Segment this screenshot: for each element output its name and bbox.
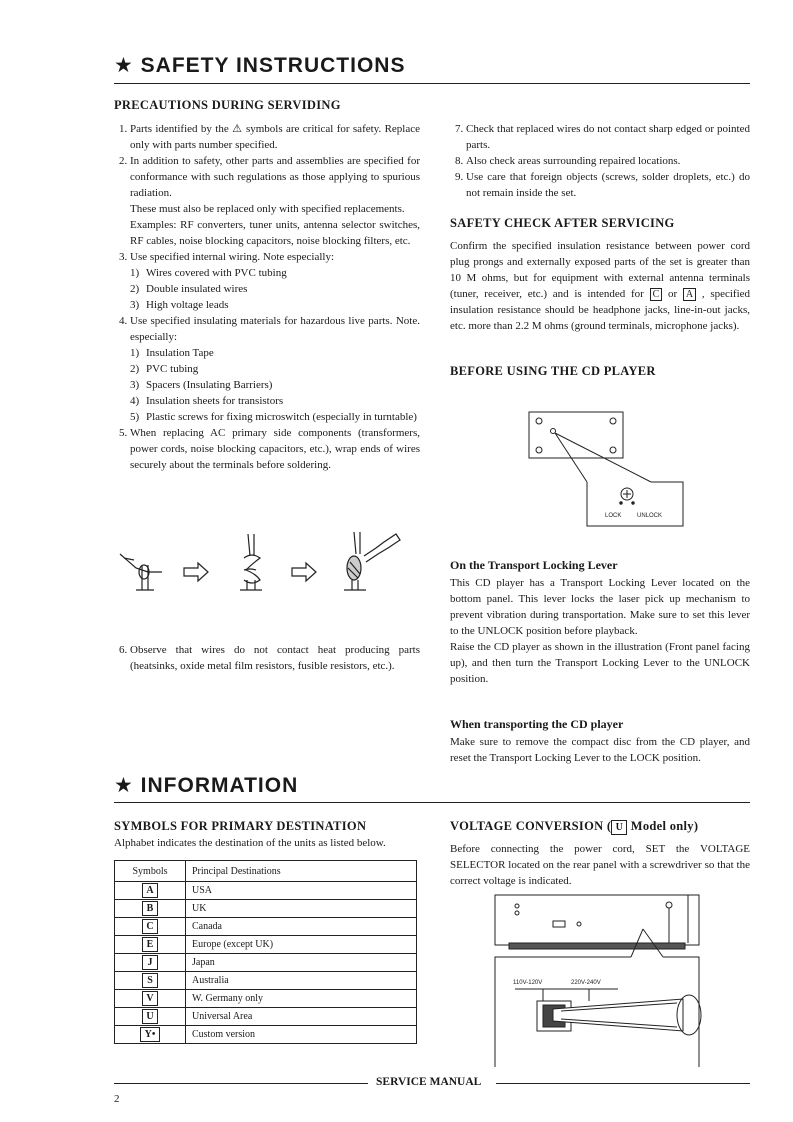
footer-rule-left <box>114 1083 368 1084</box>
symbols-column-header: Symbols <box>115 861 186 882</box>
star-icon: ★ <box>114 774 134 797</box>
transport-lever-heading: On the Transport Locking Lever <box>450 558 618 572</box>
sub-item: 1) Insulation Tape <box>130 347 214 359</box>
transporting-text: Make sure to remove the compact disc from the CD player, and reset the Transport Locking Lever to the LOCK position. <box>450 736 750 764</box>
destinations-column-header: Principal Destinations <box>186 861 417 882</box>
table-row: C Canada <box>115 918 417 936</box>
title-rule <box>114 83 750 84</box>
list-item: 3. Use specified internal wiring. Note especially: 1) Wires covered with PVC tubing 2) Double insulated wires 3) High voltage leads <box>130 249 420 313</box>
table-row: V W. Germany only <box>115 990 417 1008</box>
sub-item: 5) Plastic screws for fixing microswitch (especially in turntable) <box>130 411 417 423</box>
transport-lever-text: This CD player has a Transport Locking Lever located on the bottom panel. This lever locks the laser pick up mechanism to prevent vibration during transportation. Make sure to set this lever to the UNLOCK position before playback. Raise the CD player as shown in the illustration (Front panel facing up), and then turn the Transport Locking Lever to the UNLOCK position. <box>450 577 750 685</box>
sub-item: 2) Double insulated wires <box>130 283 248 295</box>
sub-item: 1) Wires covered with PVC tubing <box>130 267 287 279</box>
table-row: J Japan <box>115 954 417 972</box>
table-row: U Universal Area <box>115 1008 417 1026</box>
voltage-selector-illustration <box>493 893 703 1069</box>
table-row: E Europe (except UK) <box>115 936 417 954</box>
lock-label: LOCK <box>605 513 622 519</box>
list-item: 8. Also check areas surrounding repaired locations. <box>466 153 750 169</box>
precautions-heading: PRECAUTIONS DURING SERVIDING <box>114 98 341 112</box>
table-row: A USA <box>115 882 417 900</box>
title-rule <box>114 802 750 803</box>
voltage-text: Before connecting the power cord, SET the VOLTAGE SELECTOR located on the rear panel with a screwdriver so that the correct voltage is indicated. <box>450 843 750 887</box>
safety-check-heading: SAFETY CHECK AFTER SERVICING <box>450 216 675 230</box>
star-icon: ★ <box>114 54 134 77</box>
table-header <box>115 861 417 882</box>
list-item: 5. When replacing AC primary side components (transformers, power cords, noise blocking capacitors, etc.), wrap ends of wires securely about the terminals before soldering. <box>130 425 420 473</box>
lock-lever-illustration <box>525 408 685 533</box>
symbols-heading: SYMBOLS FOR PRIMARY DESTINATION <box>114 819 367 833</box>
safety-check-text: Confirm the specified insulation resistance between power cord plug prongs and externally exposed parts of the set is greater than 10 M ohms, but for equipment with external antenna terminals (tuner, receiver, etc.) and is intended for C or A , specified insulation resistance should be headphone jacks, line-in-out jacks, etc. more than 2.2 M ohms (ground terminals, microphone jacks). <box>450 240 751 332</box>
symbol-c-box: C <box>650 288 663 301</box>
table-row: Y• Custom version <box>115 1026 417 1044</box>
voltage-high-label: 220V-240V <box>571 980 601 986</box>
precautions-list-a <box>114 121 420 473</box>
list-item: 1. Parts identified by the ⚠ symbols are critical for safety. Replace only with parts number specified. <box>130 121 420 153</box>
symbols-intro: Alphabet indicates the destination of the units as listed below. <box>114 837 386 849</box>
transporting-heading: When transporting the CD player <box>450 717 624 731</box>
sub-item: 2) PVC tubing <box>130 363 199 375</box>
precautions-list-c <box>450 121 750 201</box>
safety-instructions-title: ★ SAFETY INSTRUCTIONS <box>114 54 406 77</box>
sub-item: 3) High voltage leads <box>130 299 229 311</box>
voltage-heading: VOLTAGE CONVERSION ( U Model only) <box>450 819 699 833</box>
list-item: 9. Use care that foreign objects (screws, solder droplets, etc.) do not remain inside the set. <box>466 169 750 201</box>
unlock-label: UNLOCK <box>637 513 663 519</box>
list-item: 4. Use specified insulating materials for hazardous live parts. Note. especially: 1) Insulation Tape 2) PVC tubing 3) Spacers (Insulating Barriers) 4) Insulation sheets for transistors 5) Plastic screws for fixing microswitch (especially in turntable) <box>130 313 420 425</box>
sub-item: 4) Insulation sheets for transistors <box>130 395 284 407</box>
table-row: S Australia <box>115 972 417 990</box>
symbol-a-box: A <box>683 288 696 301</box>
page-number: 2 <box>114 1093 120 1105</box>
list-item: 6. Observe that wires do not contact heat producing parts (heatsinks, oxide metal film resistors, fusible resistors, etc.). <box>130 642 420 674</box>
precautions-list-b <box>114 642 420 674</box>
footer-rule-right <box>496 1083 750 1084</box>
table-row: B UK <box>115 900 417 918</box>
symbols-table <box>114 860 417 1044</box>
before-using-heading: BEFORE USING THE CD PLAYER <box>450 364 656 378</box>
wire-wrap-illustration <box>114 528 420 598</box>
list-item: 2. In addition to safety, other parts and assemblies are specified for conformance with such regulations as those applying to spurious radiation. These must also be replaced only with specified replacements. Examples: RF converters, tuner units, antenna selector switches, RF cables, noise blocking capacitors, noise blocking filters, etc. <box>130 153 420 249</box>
sub-item: 3) Spacers (Insulating Barriers) <box>130 379 273 391</box>
voltage-low-label: 110V-120V <box>513 980 543 986</box>
list-item: 7. Check that replaced wires do not contact sharp edged or pointed parts. <box>466 121 750 153</box>
footer-label: SERVICE MANUAL <box>376 1076 482 1088</box>
information-title: ★ INFORMATION <box>114 774 299 797</box>
